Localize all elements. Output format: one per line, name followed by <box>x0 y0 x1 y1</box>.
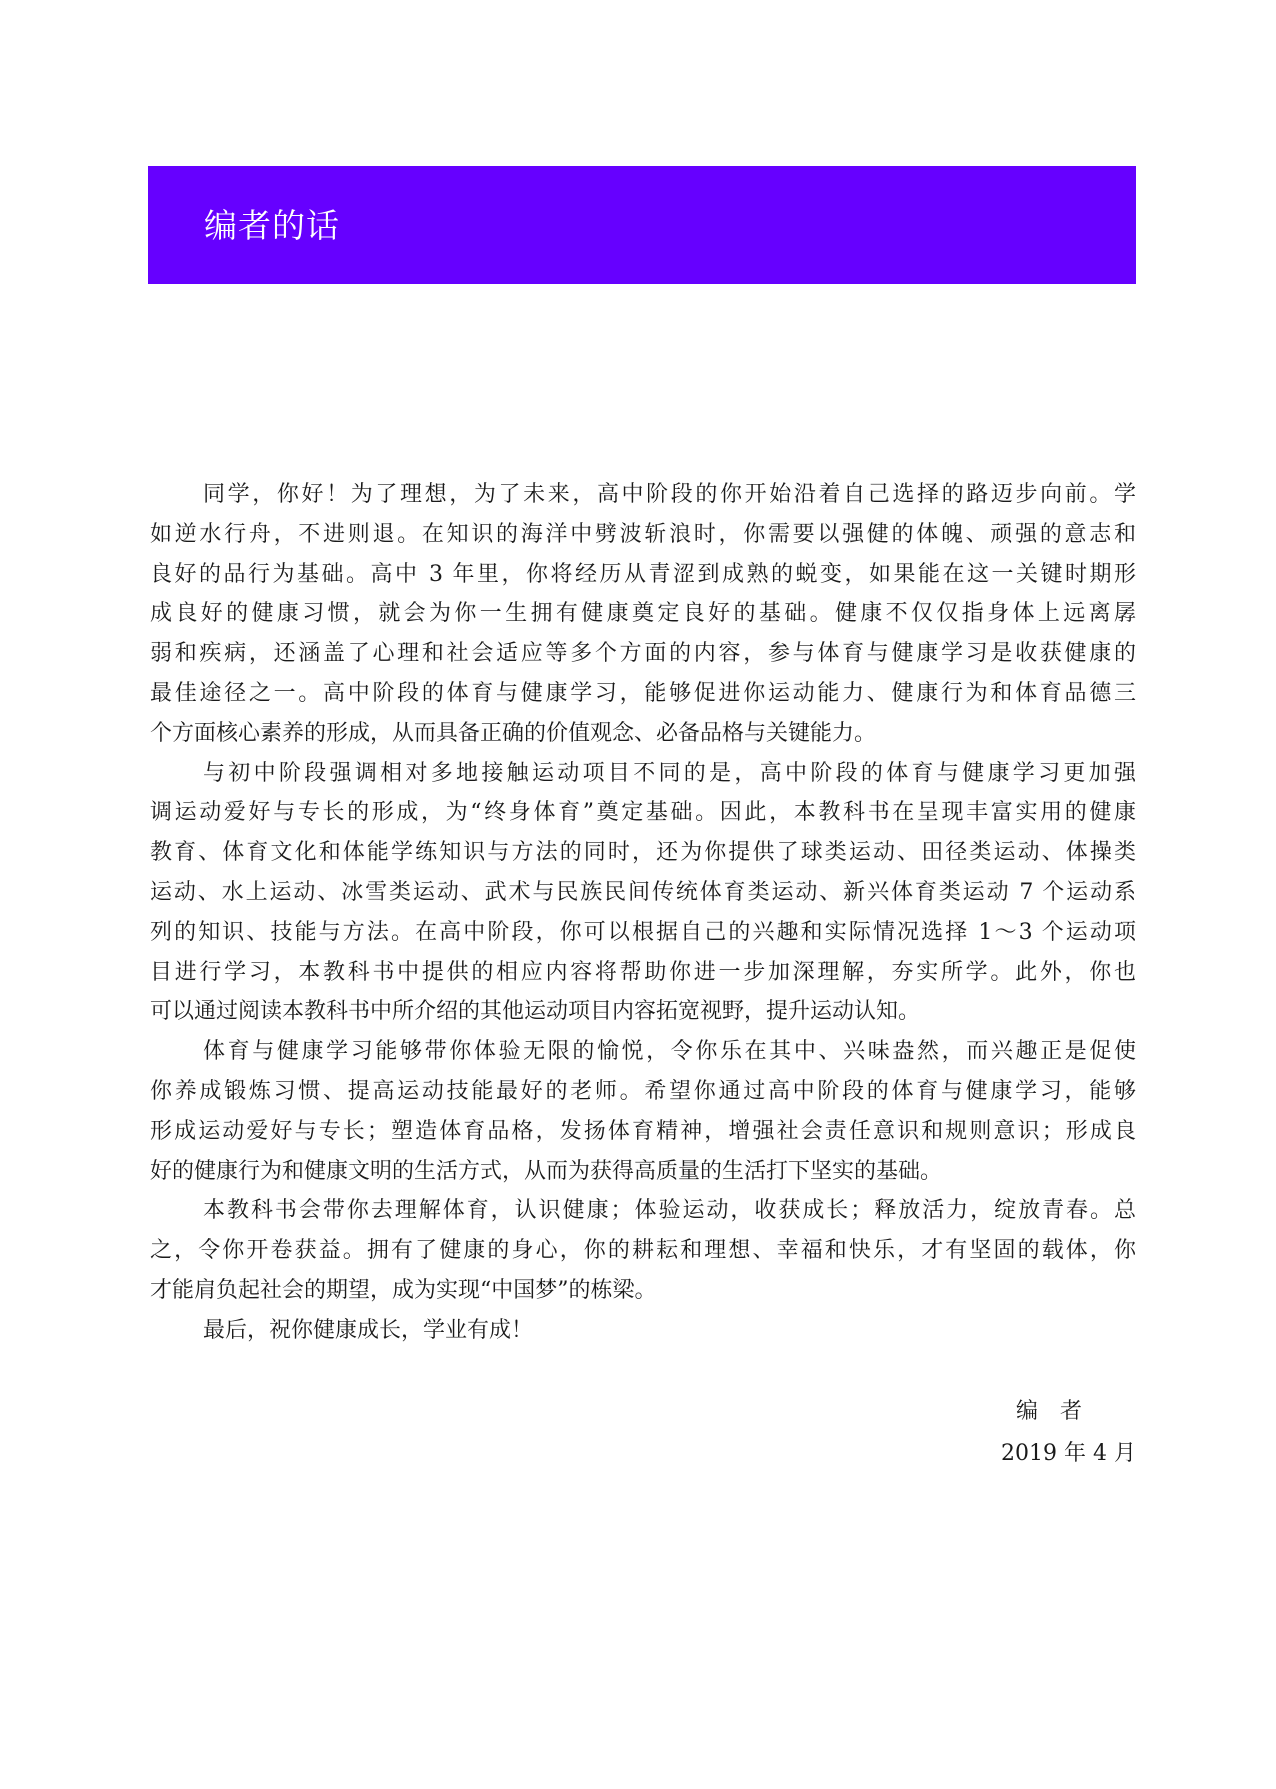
text-line: 运动、水上运动、冰雪类运动、武术与民族民间传统体育类运动、新兴体育类运动 7 个运动系 <box>150 879 1136 905</box>
text-line: 之，令你开卷获益。拥有了健康的身心，你的耕耘和理想、幸福和快乐，才有坚固的载体，你 <box>150 1238 1136 1264</box>
preface-body <box>150 475 1136 1351</box>
title-banner <box>148 166 1136 284</box>
text-line: 才能肩负起社会的期望，成为实现“中国梦”的栋梁。 <box>150 1277 657 1303</box>
text-line: 本教科书会带你去理解体育，认识健康；体验运动，收获成长；释放活力，绽放青春。总 <box>203 1198 1136 1224</box>
signature-author: 编者 <box>1015 1399 1104 1424</box>
text-line: 教育、体育文化和体能学练知识与方法的同时，还为你提供了球类运动、田径类运动、体操类 <box>150 840 1136 866</box>
text-line: 良好的品行为基础。高中 3 年里，你将经历从青涩到成熟的蜕变，如果能在这一关键时期形 <box>150 561 1136 587</box>
paragraph <box>150 1311 1136 1351</box>
text-line: 成良好的健康习惯，就会为你一生拥有健康奠定良好的基础。健康不仅仅指身体上远离孱 <box>150 601 1136 627</box>
text-line: 个方面核心素养的形成，从而具备正确的价值观念、必备品格与关键能力。 <box>150 720 877 746</box>
text-line: 最后，祝你健康成长，学业有成！ <box>203 1317 534 1343</box>
paragraph <box>150 1191 1136 1310</box>
text-line: 弱和疾病，还涵盖了心理和社会适应等多个方面的内容，参与体育与健康学习是收获健康的 <box>150 641 1136 667</box>
text-line: 可以通过阅读本教科书中所介绍的其他运动项目内容拓宽视野，提升运动认知。 <box>150 999 921 1025</box>
text-line: 列的知识、技能与方法。在高中阶段，你可以根据自己的兴趣和实际情况选择 1～3 个运动项 <box>150 919 1136 945</box>
text-line: 你养成锻炼习惯、提高运动技能最好的老师。希望你通过高中阶段的体育与健康学习，能够 <box>150 1078 1136 1104</box>
text-line: 好的健康行为和健康文明的生活方式，从而为获得高质量的生活打下坚实的基础。 <box>150 1158 943 1184</box>
text-line: 与初中阶段强调相对多地接触运动项目不同的是，高中阶段的体育与健康学习更加强 <box>203 760 1136 786</box>
text-line: 如逆水行舟，不进则退。在知识的海洋中劈波斩浪时，你需要以强健的体魄、顽强的意志和 <box>150 521 1136 547</box>
paragraph <box>150 475 1136 754</box>
text-line: 最佳途径之一。高中阶段的体育与健康学习，能够促进你运动能力、健康行为和体育品德三 <box>150 680 1136 706</box>
paragraph <box>150 1032 1136 1191</box>
text-line: 体育与健康学习能够带你体验无限的愉悦，令你乐在其中、兴味盎然，而兴趣正是促使 <box>203 1039 1136 1065</box>
signature-date: 2019 年 4 月 <box>1001 1441 1136 1466</box>
paragraph <box>150 754 1136 1033</box>
page-title: 编者的话 <box>204 206 340 245</box>
text-line: 同学，你好！为了理想，为了未来，高中阶段的你开始沿着自己选择的路迈步向前。学 <box>203 482 1136 507</box>
text-line: 形成运动爱好与专长；塑造体育品格，发扬体育精神，增强社会责任意识和规则意识；形成良 <box>150 1118 1136 1144</box>
text-line: 调运动爱好与专长的形成，为“终身体育”奠定基础。因此，本教科书在呈现丰富实用的健康 <box>150 800 1136 826</box>
text-line: 目进行学习，本教科书中提供的相应内容将帮助你进一步加深理解，夯实所学。此外，你也 <box>150 959 1136 985</box>
